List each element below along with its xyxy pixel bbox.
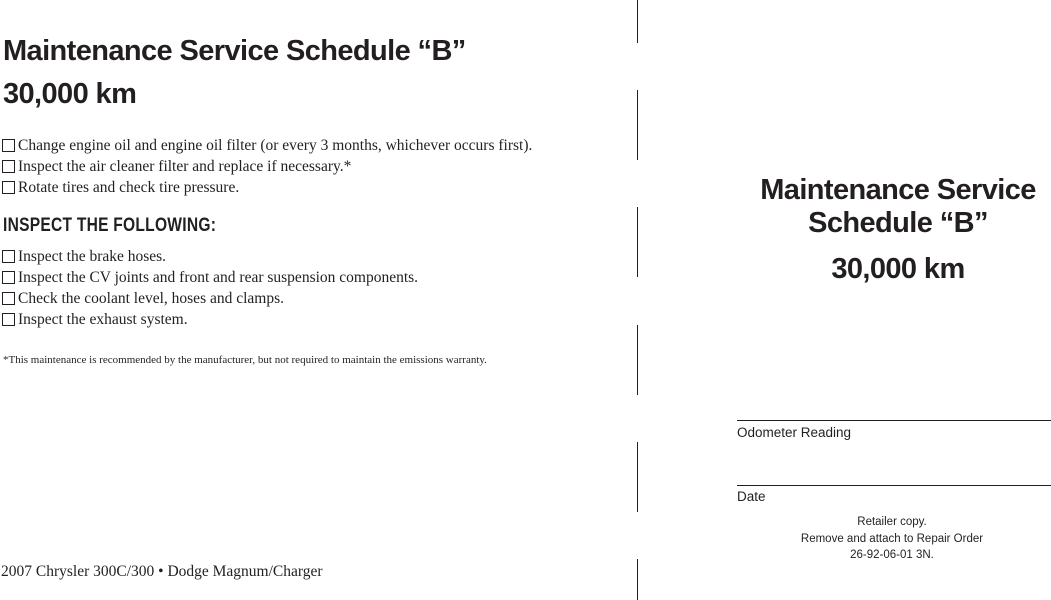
checkbox[interactable] (2, 139, 15, 152)
checklist-item-label: Rotate tires and check tire pressure. (18, 179, 240, 196)
checkbox[interactable] (2, 292, 15, 305)
odometer-field-line[interactable] (737, 420, 1051, 421)
cut-line-segment (637, 559, 638, 600)
retailer-note-line: 26-92-06-01 3N. (850, 549, 934, 561)
cut-line-segment (637, 442, 638, 512)
checkbox[interactable] (2, 181, 15, 194)
cut-line-segment (637, 207, 638, 277)
checkbox[interactable] (2, 250, 15, 263)
checklist-item (2, 288, 418, 309)
checklist-item-label: Inspect the exhaust system. (18, 311, 188, 328)
retailer-copy-title (740, 174, 1051, 240)
retailer-note (737, 514, 1047, 564)
checklist-item-label: Inspect the brake hoses. (18, 248, 167, 265)
date-field-line[interactable] (737, 485, 1051, 486)
service-checklist (2, 135, 532, 198)
section-heading: INSPECT THE FOLLOWING: (3, 215, 217, 236)
footnote: *This maintenance is recommended by the manufacturer, but not required to maintain the emissions warranty. (3, 354, 487, 366)
checklist-item (2, 156, 532, 177)
page-title: Maintenance Service Schedule “B” (3, 35, 466, 67)
checklist-item-label: Inspect the air cleaner filter and replace if necessary.* (18, 158, 352, 175)
checkbox[interactable] (2, 313, 15, 326)
odometer-label: Odometer Reading (737, 425, 852, 440)
cut-line-segment (637, 90, 638, 160)
checklist-item (2, 177, 532, 198)
retailer-copy-km: 30,000 km (831, 253, 965, 285)
checkbox[interactable] (2, 271, 15, 284)
retailer-title-line: Schedule “B” (808, 207, 988, 239)
date-label: Date (737, 489, 766, 504)
page-footer: 2007 Chrysler 300C/300 • Dodge Magnum/Charger (1, 563, 323, 580)
cut-line-segment (637, 0, 638, 43)
cut-line-segment (637, 325, 638, 395)
checklist-item (2, 309, 418, 330)
page-subtitle-km: 30,000 km (3, 78, 137, 110)
checklist-item (2, 135, 532, 156)
checklist-item-label: Change engine oil and engine oil filter (or every 3 months, whichever occurs first). (18, 137, 533, 154)
checkbox[interactable] (2, 160, 15, 173)
retailer-note-line: Remove and attach to Repair Order (800, 532, 984, 545)
checklist-item (2, 267, 418, 288)
retailer-title-line: Maintenance Service (760, 174, 1036, 206)
checklist-item (2, 246, 418, 267)
inspection-checklist (2, 246, 418, 330)
retailer-note-line: Retailer copy. (857, 516, 927, 528)
checklist-item-label: Check the coolant level, hoses and clamps. (18, 290, 285, 307)
checklist-item-label: Inspect the CV joints and front and rear suspension components. (18, 269, 419, 286)
